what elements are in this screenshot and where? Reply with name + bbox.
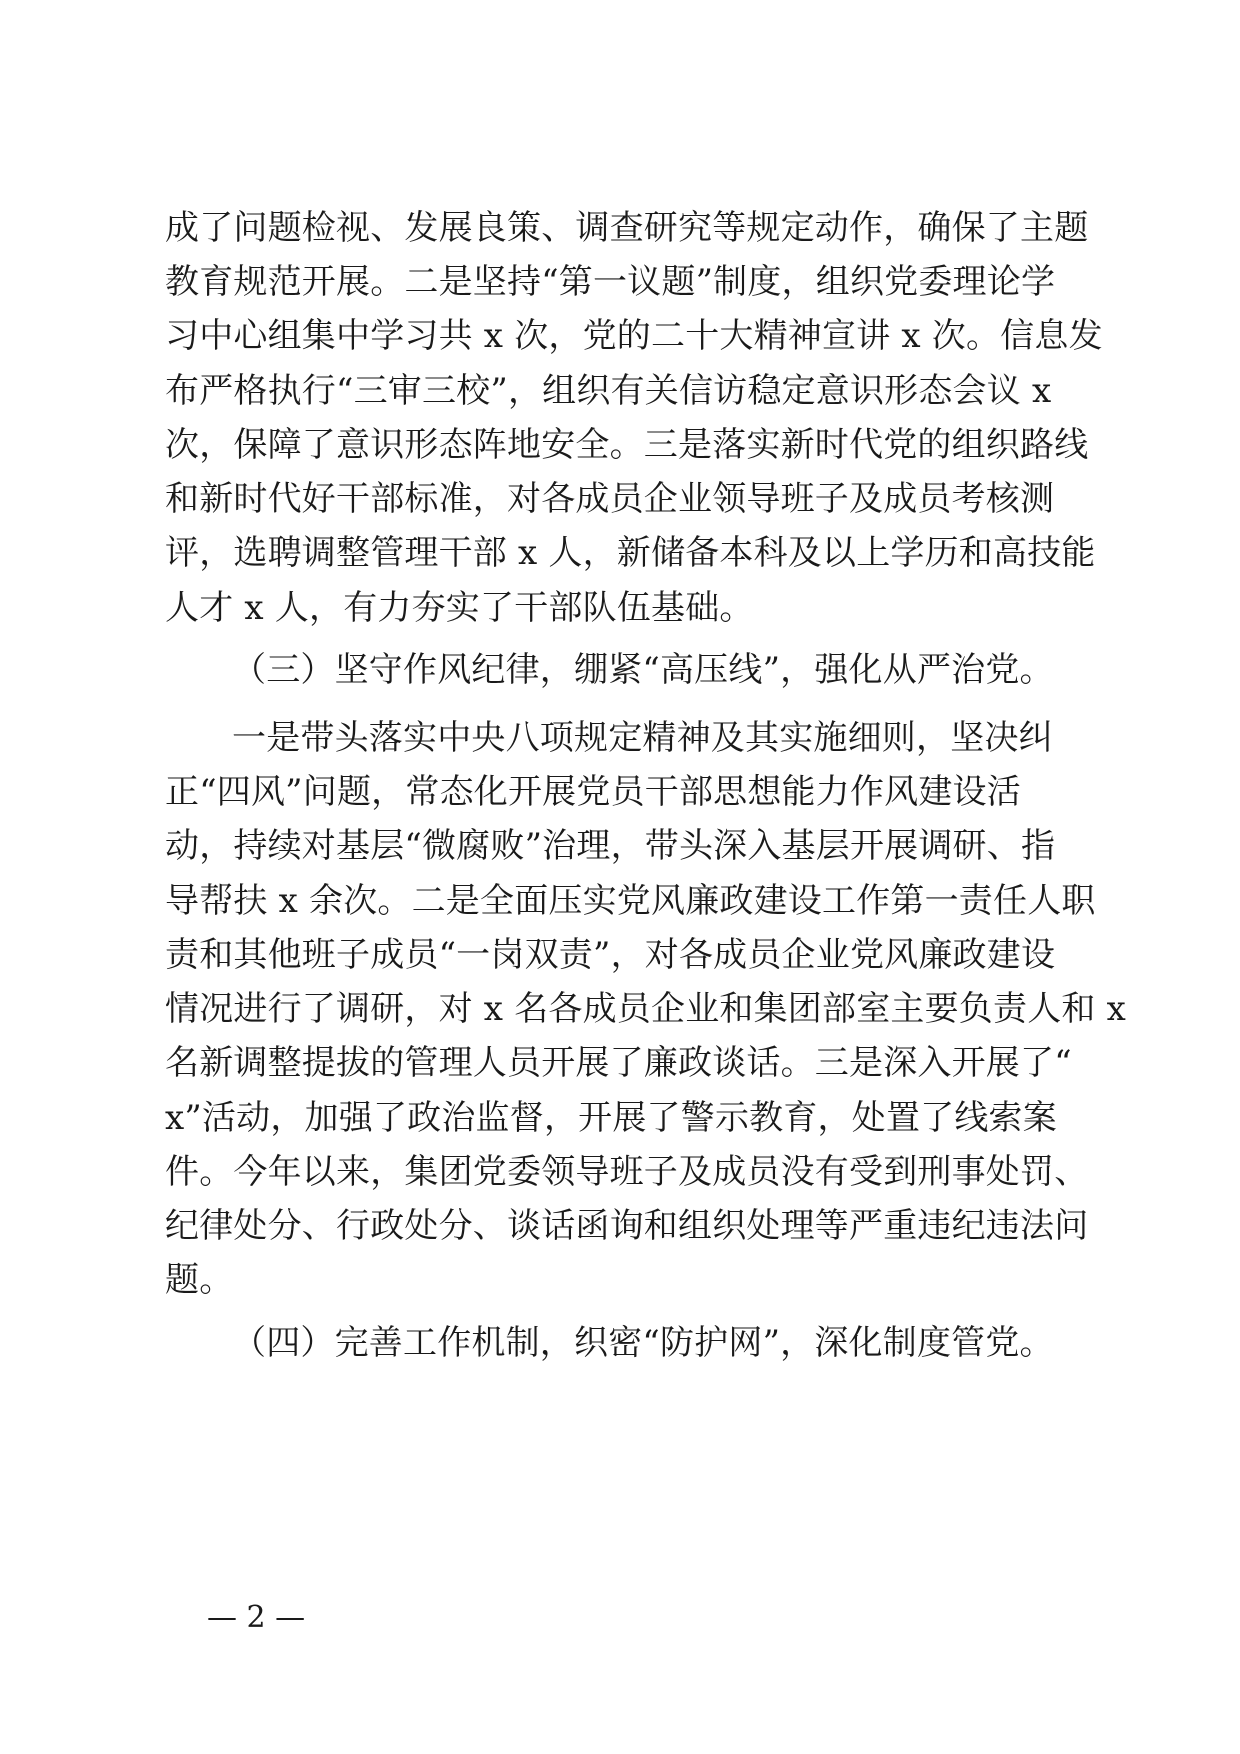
body-text-line: 情况进行了调研，对 x 名各成员企业和集团部室主要负责人和 x xyxy=(165,989,1126,1029)
body-text-line: 次，保障了意识形态阵地安全。三是落实新时代党的组织路线 xyxy=(165,425,1089,465)
body-text-line: 导帮扶 x 余次。二是全面压实党风廉政建设工作第一责任人职 xyxy=(165,881,1096,921)
body-text-line: 动，持续对基层“微腐败”治理，带头深入基层开展调研、指 xyxy=(165,826,1056,866)
body-text-line: x”活动，加强了政治监督，开展了警示教育，处置了线索案 xyxy=(165,1098,1057,1138)
body-text-line: 纪律处分、行政处分、谈话函询和组织处理等严重违纪违法问 xyxy=(165,1206,1089,1246)
body-text-line: 名新调整提拔的管理人员开展了廉政谈话。三是深入开展了“ xyxy=(165,1043,1072,1083)
body-text-line: 责和其他班子成员“一岗双责”，对各成员企业党风廉政建设 xyxy=(165,935,1056,975)
body-text-line: 评，选聘调整管理干部 x 人，新储备本科及以上学历和高技能 xyxy=(165,533,1096,573)
section-heading-4: （四）完善工作机制，织密“防护网”，深化制度管党。 xyxy=(232,1323,1054,1363)
body-text-line: 教育规范开展。二是坚持“第一议题”制度，组织党委理论学 xyxy=(165,262,1056,302)
body-text-line: 成了问题检视、发展良策、调查研究等规定动作，确保了主题 xyxy=(165,208,1089,248)
body-text-line: 人才 x 人，有力夯实了干部队伍基础。 xyxy=(165,588,754,628)
page-number: — 2 — xyxy=(207,1600,306,1635)
body-text-line: 正“四风”问题，常态化开展党员干部思想能力作风建设活 xyxy=(165,772,1021,812)
body-text-line: 布严格执行“三审三校”，组织有关信访稳定意识形态会议 x xyxy=(165,371,1052,411)
body-text-line: 和新时代好干部标准，对各成员企业领导班子及成员考核测 xyxy=(165,479,1055,519)
body-text-line: 习中心组集中学习共 x 次，党的二十大精神宣讲 x 次。信息发 xyxy=(165,316,1103,356)
section-heading-3: （三）坚守作风纪律，绷紧“高压线”，强化从严治党。 xyxy=(232,650,1054,690)
body-text-line: 题。 xyxy=(165,1260,234,1300)
body-text-line: 一是带头落实中央八项规定精神及其实施细则，坚决纠 xyxy=(232,718,1053,758)
body-text-line: 件。今年以来，集团党委领导班子及成员没有受到刑事处罚、 xyxy=(165,1152,1089,1192)
